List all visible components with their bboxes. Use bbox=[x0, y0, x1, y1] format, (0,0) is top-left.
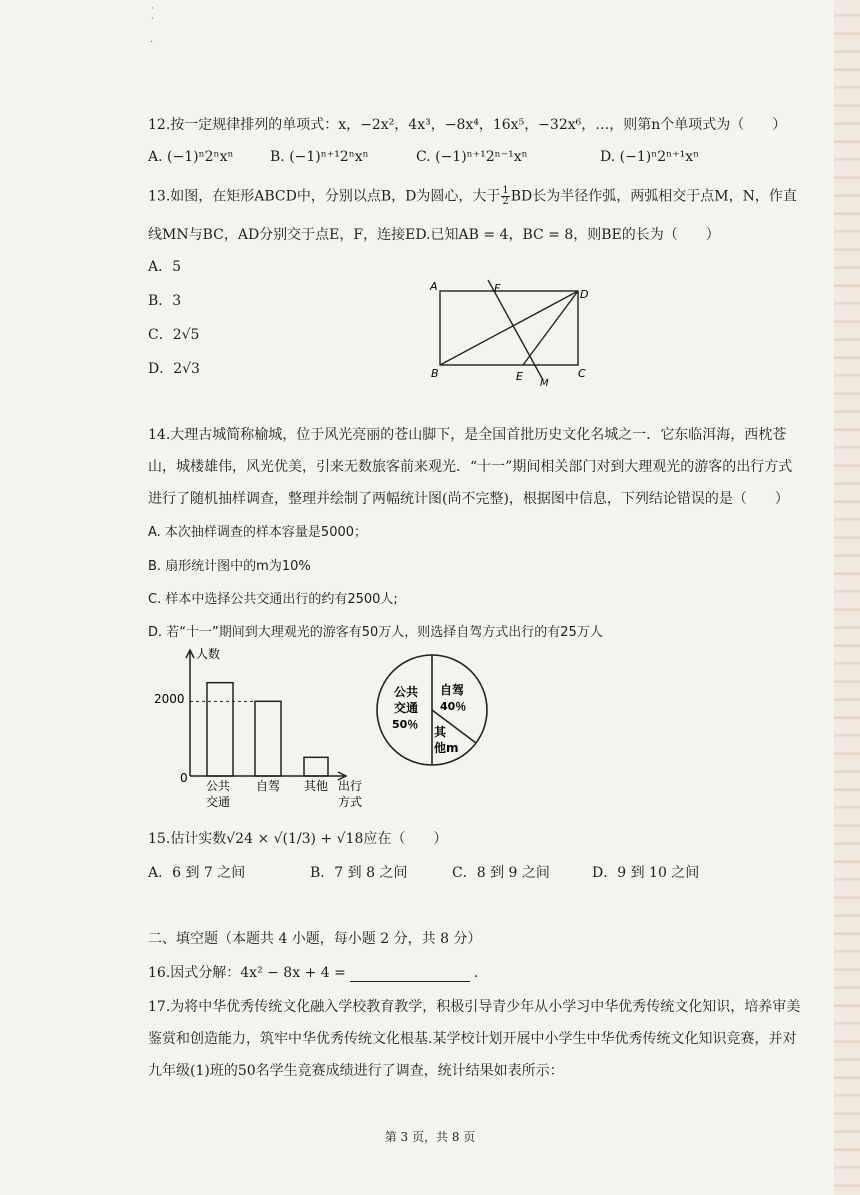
q14-stem-line2: 山，城楼雄伟，风光优美，引来无数旅客前来观光．“十一”期间相关部门对到大理观光的游客的出行方式 bbox=[148, 459, 793, 475]
label-b: B bbox=[431, 367, 439, 380]
segment-ed bbox=[523, 291, 578, 365]
q13-stem-a: 13.如图，在矩形ABCD中，分别以点B，D为圆心，大于 bbox=[148, 188, 501, 205]
q13-stem-b: BD长为半径作弧，两弧相交于点M，N，作直 bbox=[510, 188, 797, 205]
q13-stem-line2: 线MN与BC，AD分别交于点E，F，连接ED.已知AB = 4，BC = 8，则BE的长为（ ） bbox=[148, 227, 720, 243]
bar-1 bbox=[255, 701, 281, 776]
pie-other-label-1: 其 bbox=[434, 725, 447, 739]
q13-option-c: C．2√5 bbox=[148, 327, 200, 343]
q17-stem-line3: 九年级(1)班的50名学生竞赛成绩进行了调查，统计结果如表所示： bbox=[148, 1063, 564, 1079]
q15-option-a: A．6 到 7 之间 bbox=[148, 865, 246, 881]
q14-option-a: A. 本次抽样调查的样本容量是5000； bbox=[148, 525, 368, 540]
pie-public-percent: 50％ bbox=[392, 718, 419, 731]
q12-stem: 12.按一定规律排列的单项式：x，−2x²，4x³，−8x⁴，16x⁵，−32x⁶，…，则第n个单项式为（ ） bbox=[148, 117, 787, 133]
pie-self-drive-label: 自驾 bbox=[440, 683, 465, 697]
q14-stem-line1: 14.大理古城简称榆城，位于风光亮丽的苍山脚下，是全国首批历史文化名城之一．它东临洱海，西枕苍 bbox=[148, 427, 787, 443]
q17-stem-line1: 17.为将中华优秀传统文化融入学校教育教学，积极引导青少年从小学习中华优秀传统文化知识，培养审美 bbox=[148, 999, 801, 1015]
q16-answer-blank bbox=[350, 967, 470, 982]
q15-option-d: D．9 到 10 之间 bbox=[592, 865, 700, 881]
q13-stem-line1 bbox=[148, 186, 797, 207]
y-tick-label: 2000 bbox=[154, 692, 185, 706]
scan-edge bbox=[834, 0, 860, 1195]
q15-option-c: C．8 到 9 之间 bbox=[452, 865, 550, 881]
section-2-heading: 二、填空题（本题共 4 小题，每小题 2 分，共 8 分） bbox=[148, 931, 482, 947]
q12-option-b: B. (−1)ⁿ⁺¹2ⁿxⁿ bbox=[270, 149, 369, 165]
x-axis-label-line2: 方式 bbox=[338, 795, 363, 809]
q12-option-d: D. (−1)ⁿ2ⁿ⁺¹xⁿ bbox=[600, 149, 700, 165]
q12-option-a: A. (−1)ⁿ2ⁿxⁿ bbox=[148, 149, 234, 165]
x-axis-label-line1: 出行 bbox=[338, 779, 363, 793]
q13-option-b: B．3 bbox=[148, 293, 182, 309]
q13-option-d: D．2√3 bbox=[148, 361, 200, 377]
q16-line bbox=[148, 964, 478, 982]
category-label-self-drive: 自驾 bbox=[256, 779, 281, 793]
bar-2 bbox=[304, 757, 328, 776]
half-fraction bbox=[501, 186, 509, 207]
q15-option-b: B．7 到 8 之间 bbox=[310, 865, 408, 881]
q16-stem: 16.因式分解：4x² − 8x + 4 = bbox=[148, 965, 346, 981]
q13-option-a: A．5 bbox=[148, 259, 182, 275]
q14-option-d: D. 若“十一”期间到大理观光的游客有50万人，则选择自驾方式出行的有25万人 bbox=[148, 625, 603, 640]
scan-specks: ˙ ˙ · bbox=[150, 7, 155, 48]
q17-stem-line2: 鉴赏和创造能力，筑牢中华优秀传统文化根基.某学校计划开展中小学生中华优秀传统文化知识竞赛，并对 bbox=[148, 1031, 797, 1047]
q16-period: . bbox=[473, 965, 479, 981]
label-c: C bbox=[578, 367, 586, 380]
fraction-denominator: 2 bbox=[502, 196, 509, 207]
label-e: E bbox=[516, 370, 523, 383]
pie-other-label-2: 他m bbox=[434, 741, 459, 755]
category-label-public-2: 交通 bbox=[206, 795, 231, 809]
q15-stem: 15.估计实数√24 × √(1/3) + √18应在（ ） bbox=[148, 831, 448, 847]
y-axis-label: 人数 bbox=[196, 647, 221, 661]
category-label-public: 公共 bbox=[206, 779, 231, 793]
pie-public-label-2: 交通 bbox=[394, 701, 419, 715]
q12-option-c: C. (−1)ⁿ⁺¹2ⁿ⁻¹xⁿ bbox=[416, 149, 528, 165]
rectangle-figure bbox=[428, 276, 598, 388]
bar-chart bbox=[150, 644, 380, 812]
q14-option-b: B. 扇形统计图中的m为10% bbox=[148, 559, 311, 574]
page-footer: 第 3 页，共 8 页 bbox=[384, 1130, 476, 1144]
label-d: D bbox=[580, 288, 589, 301]
q14-option-c: C. 样本中选择公共交通出行的约有2500人; bbox=[148, 592, 398, 607]
pie-self-drive-percent: 40％ bbox=[440, 700, 467, 713]
category-label-other: 其他 bbox=[304, 779, 329, 793]
fraction-numerator: 1 bbox=[502, 185, 509, 196]
diagonal-bd bbox=[440, 291, 578, 365]
pie-public-label-1: 公共 bbox=[394, 685, 419, 699]
bar-0 bbox=[207, 683, 233, 776]
label-f: F bbox=[494, 282, 501, 295]
pie-chart bbox=[376, 648, 492, 772]
q14-stem-line3: 进行了随机抽样调查，整理并绘制了两幅统计图(尚不完整)，根据图中信息，下列结论错误的是（ ） bbox=[148, 491, 789, 507]
label-a: A bbox=[430, 280, 438, 293]
origin-label: 0 bbox=[180, 771, 188, 785]
label-m: M bbox=[540, 378, 549, 388]
